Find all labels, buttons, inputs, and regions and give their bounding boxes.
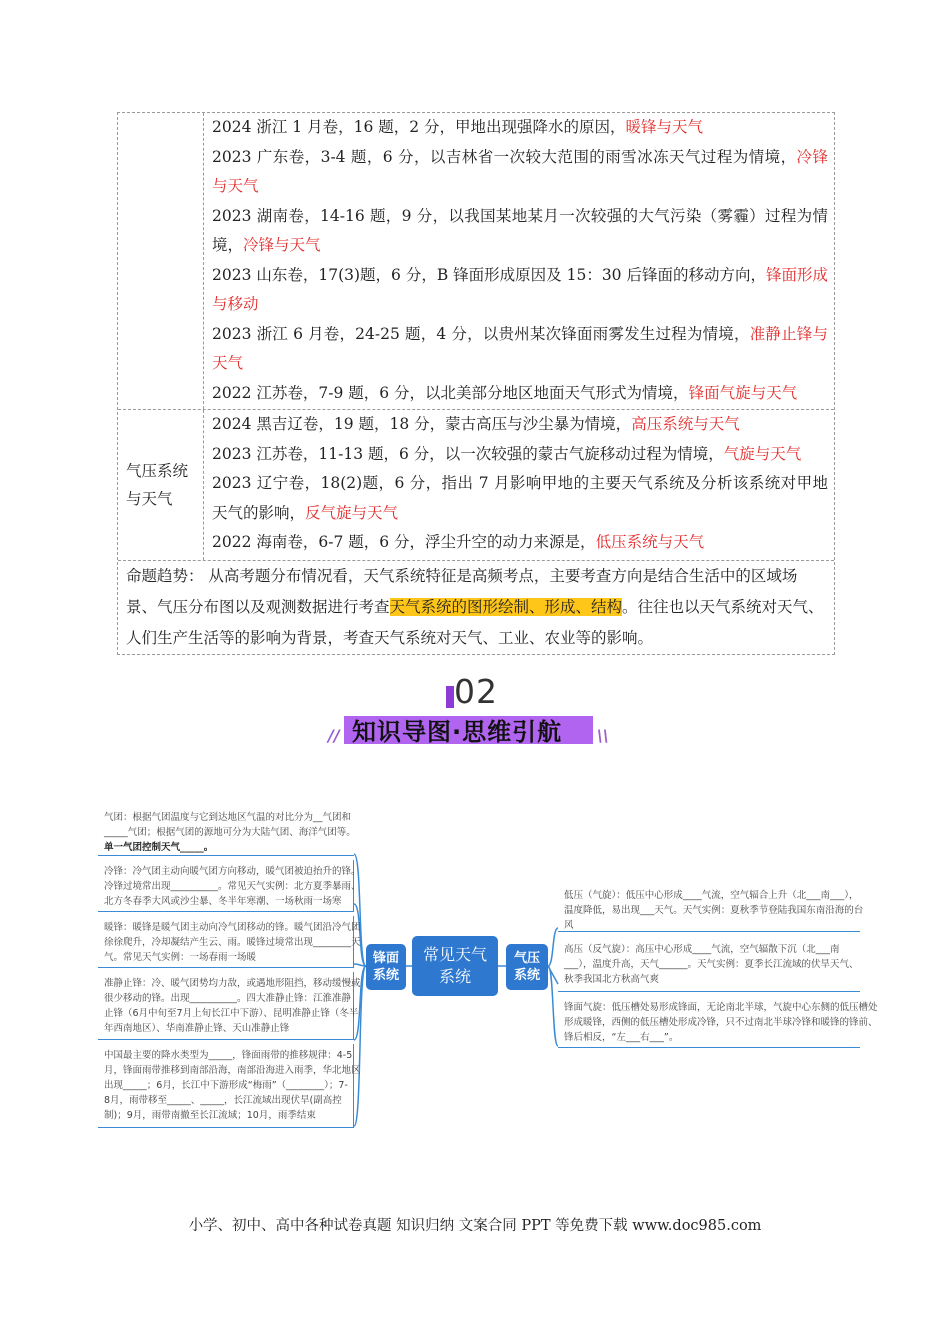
connector-right-3: [548, 966, 558, 1046]
node-pressure-system: [506, 944, 548, 990]
exam-item-topic: 气旋与天气: [723, 444, 802, 463]
exam-item-text: 2023 广东卷，3-4 题，6 分，以吉林省一次较大范围的雨雪冰冻天气过程为情境，: [212, 147, 797, 166]
mind-map-line: 冷锋：冷气团主动向暖气团方向移动，暖气团被迫抬升的锋。: [104, 866, 361, 877]
mind-map-line: 锋面气旋：低压槽处易形成锋面，无论南北半球，气旋中心东侧的低压槽处: [564, 1002, 878, 1013]
mind-map-line: 高压（反气旋）：高压中心形成____气流，空气辐散下沉（北___南: [564, 944, 840, 955]
exam-item-text: 2023 江苏卷，11-13 题，6 分，以一次较强的蒙古气旋移动过程为情境，: [212, 444, 724, 463]
left_boxes-box: [98, 1044, 361, 1128]
left_boxes-box: [98, 972, 361, 1040]
mind-map-line: 月，锋面雨带推移到南部沿海，南部沿海进入雨季，华北地区: [104, 1065, 361, 1076]
section-title: 知识导图·思维引航: [352, 718, 563, 746]
node-center: [412, 936, 498, 996]
exam-item-text: 2024 浙江 1 月卷，16 题，2 分，甲地出现强降水的原因，: [212, 118, 626, 136]
mind-map-line: _____气团；根据气团的源地可分为大陆气团、海洋气团等。: [104, 827, 356, 838]
connector-left-5: [354, 966, 366, 1126]
node-front-system: [366, 944, 406, 990]
connector-right-1: [548, 928, 558, 966]
slash-right-decoration: \\: [597, 726, 609, 745]
mind-map-line: 年西南地区）、华南准静止锋、天山准静止锋: [104, 1023, 290, 1034]
exam-item-topic: 冷锋与天气: [243, 236, 321, 254]
mind-map-line: 暖锋：暖锋是暖气团主动向冷气团移动的锋。暖气团沿冷气团: [104, 922, 361, 933]
exam-item-topic: 暖锋与天气: [625, 118, 704, 136]
category-cell: 气压系统与天气: [118, 410, 204, 560]
mind-map-line: 锋后相反，“左___右___”。: [564, 1032, 679, 1043]
mind-map-bold-line: 单一气团控制天气_____。: [104, 842, 214, 853]
left_boxes-box: [98, 806, 354, 856]
right_boxes-box: [558, 938, 860, 992]
mind-map-line: 低压（气旋）：低压中心形成____气流，空气辐合上升（北___南___），: [564, 890, 859, 901]
exam-item-text: 2023 浙江 6 月卷，24-25 题，4 分，以贵州某次锋面雨雾发生过程为情境，: [212, 324, 750, 343]
node-center-label: 常见天气系统: [422, 945, 487, 986]
mind-map-line: ___），温度升高，天气______。天气实例：夏季长江流域的伏旱天气、: [564, 959, 859, 970]
section-number-text: 02: [454, 672, 498, 711]
trend-highlight: 天气系统的图形绘制、形成、结构: [389, 598, 623, 616]
mind-map-line: 温度降低，易出现___天气。天气实例：夏秋季节登陆我国东南沿海的台: [564, 905, 864, 916]
node-front-system-label: 锋面系统: [372, 951, 399, 983]
mind-map-line: 风: [564, 920, 574, 931]
mind-map-line: 出现_____；6月，长江中下游形成“梅雨”（________）；7-: [104, 1080, 348, 1091]
exam-item-text: 2022 海南卷，6-7 题，6 分，浮尘升空的动力来源是，: [212, 533, 596, 551]
exam-item-text: 2022 江苏卷，7-9 题，6 分，以北美部分地区地面天气形式为情境，: [212, 383, 689, 402]
mind-map-line: 北方冬春季大风或沙尘暴、冬半年寒潮、一场秋雨一场寒: [104, 896, 342, 907]
exam-item-topic: 高压系统与天气: [631, 415, 740, 433]
left_boxes-box: [98, 916, 361, 968]
mind-map-line: 制)；9月，雨带南撤至长江流域；10月，雨季结束: [104, 1110, 316, 1121]
mind-map-line: 秋季我国北方秋高气爽: [564, 974, 660, 985]
mind-map-line: 气。常见天气实例：一场春雨一场暖: [104, 952, 257, 963]
exam-item-topic: 反气旋与天气: [305, 503, 399, 522]
exam-item-text: 2023 辽宁卷，18(2)题，6 分，指出 7 月影响甲地的主要天气系统及分析该系统对甲地天气的影响，: [212, 474, 828, 522]
exam-item-text: 2024 黑吉辽卷，19 题，18 分，蒙古高压与沙尘暴为情境，: [212, 415, 632, 433]
exam-item-topic: 准静止锋与天气: [212, 324, 828, 372]
exam-item-topic: 冷锋与天气: [212, 147, 828, 195]
right_boxes-box: [558, 884, 864, 932]
exam-item-topic: 锋面形成与移动: [212, 265, 828, 313]
exam-item-text: 2023 山东卷，17(3)题，6 分，B 锋面形成原因及 15：30 后锋面的移动方向，: [212, 265, 766, 284]
exam-item-text: 2023 湖南卷，14-16 题，9 分，以我国某地某月一次较强的大气污染（雾霾）过程为情境，: [212, 206, 828, 254]
trend-prefix: 命题趋势： 从高考题分布情况看，天气系统特征是高频考点，主要考查方向是结合生活中的区域场景、气压分布图以及观测数据进行考查: [126, 567, 798, 616]
slash-left-decoration: //: [328, 726, 340, 745]
mind-map-line: 准静止锋：冷、暖气团势均力敌，或遇地形阻挡，移动缓慢或: [104, 978, 361, 989]
mind-map-line: 止锋（6月中旬至7月上旬长江中下游）、昆明准静止锋（冬半: [104, 1008, 359, 1019]
mind-map-line: 很少移动的锋。出现__________。四大准静止锋：江淮准静: [104, 993, 352, 1004]
mind-map-line: 徐徐爬升，冷却凝结产生云、雨。暖锋过境常出现________天: [104, 937, 361, 948]
mind-map-line: 冷锋过境常出现__________。常见天气实例：北方夏季暴雨、: [104, 881, 361, 892]
node-pressure-system-label: 气压系统: [513, 951, 540, 983]
right_boxes-box: [558, 996, 878, 1048]
exam-item-topic: 锋面气旋与天气: [688, 383, 798, 402]
mind-map-line: 形成暖锋，西侧的低压槽处形成冷锋，只不过南北半球冷锋和暖锋的锋前、: [564, 1017, 878, 1028]
exam-item-topic: 低压系统与天气: [595, 533, 705, 551]
footer-text: 小学、初中、高中各种试卷真题 知识归纳 文案合同 PPT 等免费下载 www.doc985.com: [188, 1218, 762, 1234]
mind-map-line: 中国最主要的降水类型为_____，锋面雨带的推移规律：4-5: [104, 1050, 353, 1061]
trend-suffix: 。往往也以天气系统对天气、人们生产生活等的影响为背景，考查天气系统对天气、工业、农业等的影响。: [126, 598, 824, 647]
left_boxes-box: [98, 860, 361, 912]
mind-map-line: 气团：根据气团温度与它到达地区气温的对比分为__气团和: [104, 812, 352, 823]
mind-map-line: 8月，雨带移至_____、_____，长江流域出现伏旱(副高控: [104, 1095, 342, 1106]
